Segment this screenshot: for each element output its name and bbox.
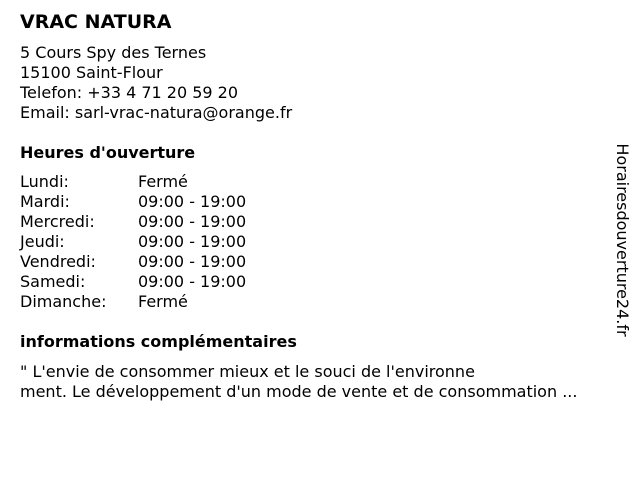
opening-hours-title: Heures d'ouverture [20,143,196,162]
hours-value: Fermé [138,172,188,191]
day-label: Lundi: [20,172,69,191]
opening-hours-table [20,172,610,312]
address-block [20,43,610,123]
hours-value: 09:00 - 19:00 [138,212,247,231]
email-address[interactable]: Email: sarl-vrac-natura@orange.fr [20,103,293,122]
hours-row-vendredi [20,252,610,272]
hours-row-dimanche [20,292,610,312]
additional-info-line: ment. Le développement d'un mode de vente et de consommation ... [20,382,578,401]
hours-row-mercredi [20,212,610,232]
additional-info-title: informations complémentaires [20,332,297,351]
site-watermark: Horairesdouverture24.fr [613,143,632,337]
hours-row-jeudi [20,232,610,252]
phone-number[interactable]: Telefon: +33 4 71 20 59 20 [20,83,239,102]
additional-info-text [20,362,610,402]
hours-value: 09:00 - 19:00 [138,272,247,291]
day-label: Dimanche: [20,292,107,311]
day-label: Mercredi: [20,212,95,231]
hours-row-mardi [20,192,610,212]
hours-row-samedi [20,272,610,292]
day-label: Vendredi: [20,252,96,271]
hours-value: Fermé [138,292,188,311]
hours-row-lundi [20,172,610,192]
hours-value: 09:00 - 19:00 [138,192,247,211]
day-label: Mardi: [20,192,70,211]
city-postcode: 15100 Saint-Flour [20,63,163,82]
additional-info-line: " L'envie de consommer mieux et le souci de l'environne [20,362,475,381]
business-name: VRAC NATURA [20,11,172,33]
hours-value: 09:00 - 19:00 [138,232,247,251]
street-address: 5 Cours Spy des Ternes [20,43,207,62]
hours-value: 09:00 - 19:00 [138,252,247,271]
day-label: Jeudi: [20,232,65,251]
day-label: Samedi: [20,272,86,291]
business-card [20,10,610,402]
